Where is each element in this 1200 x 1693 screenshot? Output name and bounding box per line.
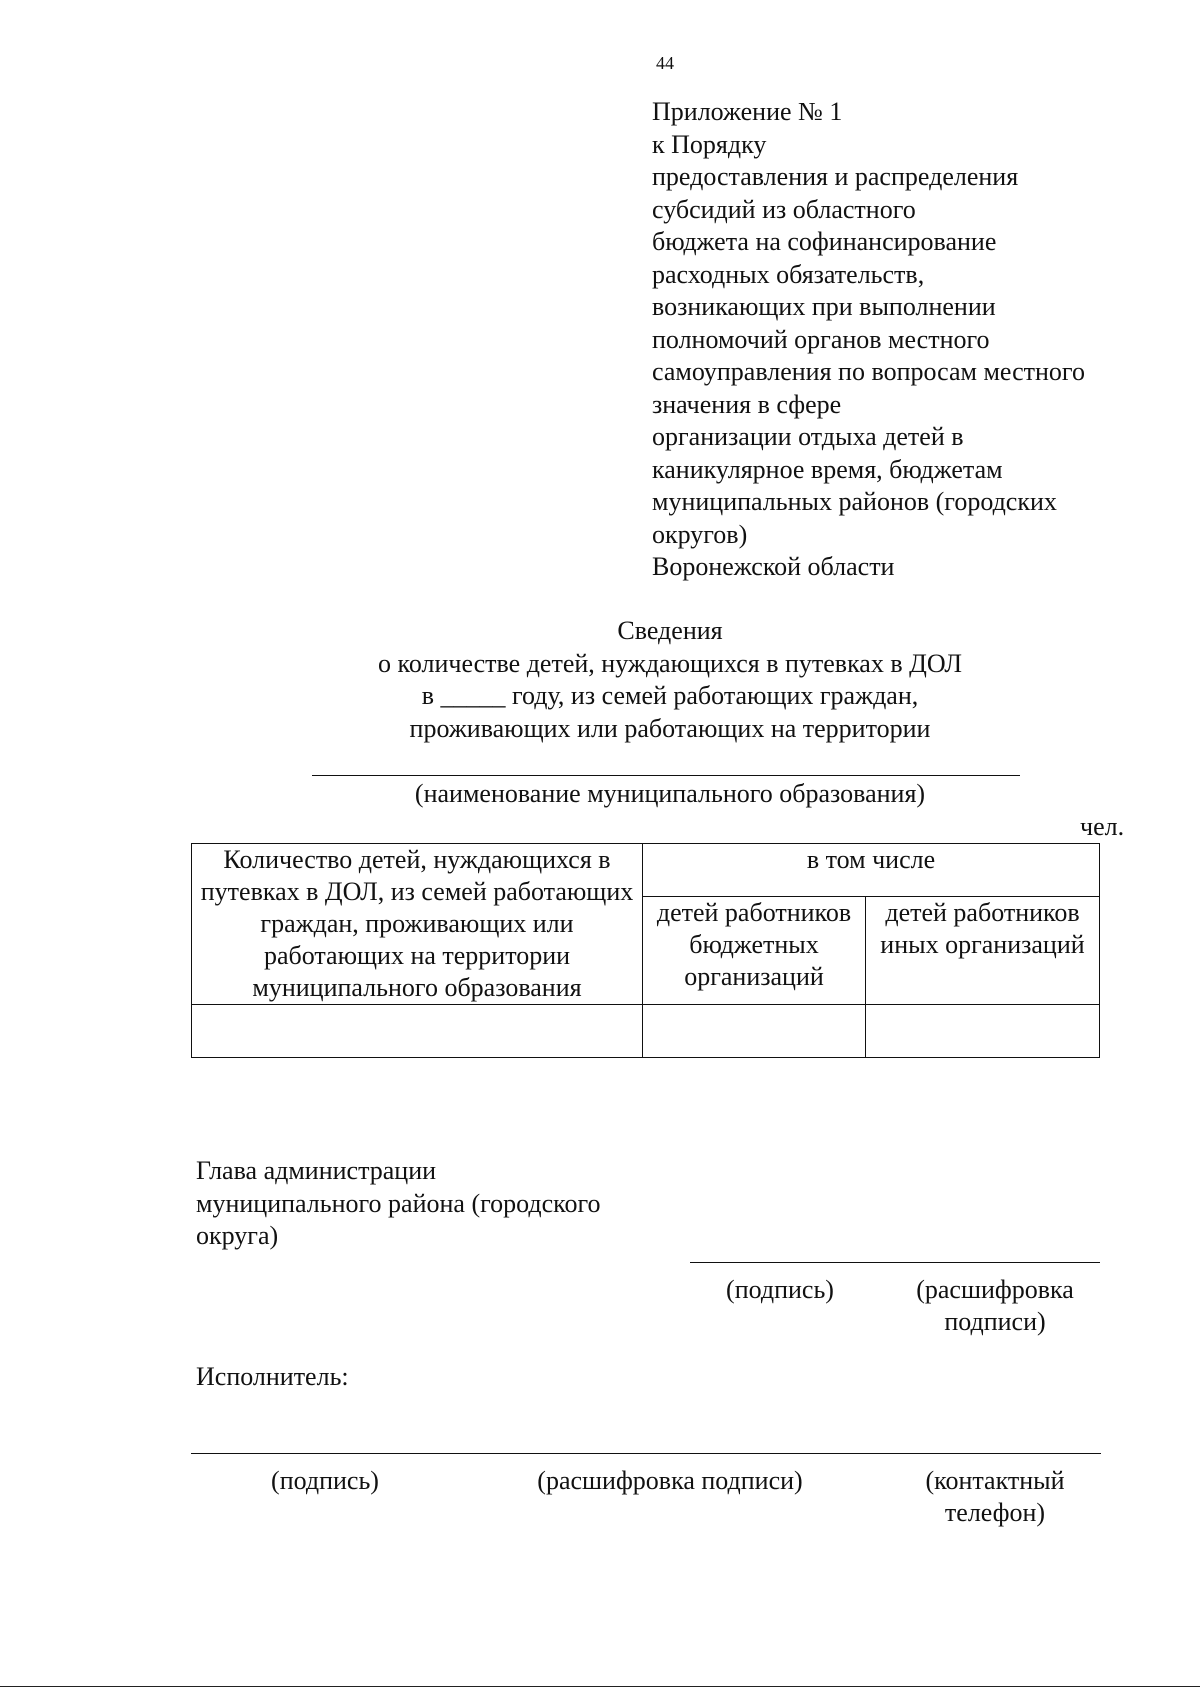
executor-signature-caption: (подпись) <box>271 1466 379 1495</box>
col-budget-org-header: детей работников бюджетных организаций <box>643 897 866 1005</box>
appendix-line: субсидий из областного <box>652 194 916 224</box>
appendix-line: организации отдыха детей в <box>652 422 964 451</box>
head-decoding-caption: (расшифровка подписи) <box>916 1275 1074 1336</box>
head-signature-line[interactable] <box>690 1262 1100 1263</box>
page-bottom-rule <box>0 1686 1200 1687</box>
title-line: в _____ году, из семей работающих граждан, <box>421 681 919 710</box>
appendix-line: расходных обязательств, <box>652 259 925 289</box>
page-number: 44 <box>656 53 674 73</box>
cell-other-org-children[interactable] <box>866 1005 1100 1058</box>
col-group-header: в том числе <box>643 844 1100 897</box>
appendix-line: округов) <box>652 519 748 549</box>
head-title-line: Глава администрации <box>196 1156 437 1185</box>
executor-signature-line[interactable] <box>191 1453 1101 1454</box>
appendix-line: предоставления и распределения <box>652 162 1019 191</box>
appendix-line: полномочий органов местного <box>652 324 990 354</box>
title-line: о количестве детей, нуждающихся в путевках в ДОЛ <box>378 648 962 678</box>
appendix-line: к Порядку <box>652 129 767 159</box>
document-title <box>300 615 1040 745</box>
appendix-line: возникающих при выполнении <box>652 292 996 321</box>
unit-label: чел. <box>1080 812 1125 841</box>
head-title-line: муниципального района (городского <box>196 1188 601 1218</box>
appendix-line: муниципальных районов (городских <box>652 487 1057 516</box>
executor-label: Исполнитель: <box>196 1362 349 1391</box>
head-signature-caption: (подпись) <box>726 1275 834 1304</box>
executor-decoding-caption: (расшифровка подписи) <box>537 1466 803 1495</box>
executor-phone-caption: (контактный телефон) <box>925 1466 1065 1527</box>
table-row <box>192 1005 1100 1058</box>
children-count-table <box>191 843 1100 1058</box>
appendix-line: каникулярное время, бюджетам <box>652 454 1003 484</box>
municipal-name-blank[interactable] <box>312 775 1020 776</box>
col-other-org-header: детей работников иных организаций <box>866 897 1100 1005</box>
appendix-line: значения в сфере <box>652 389 842 419</box>
cell-total-children[interactable] <box>192 1005 643 1058</box>
appendix-line: Воронежской области <box>652 552 895 581</box>
appendix-line: самоуправления по вопросам местного <box>652 357 1085 386</box>
cell-budget-org-children[interactable] <box>643 1005 866 1058</box>
appendix-line: бюджета на софинансирование <box>652 227 997 256</box>
head-administration-title <box>196 1155 601 1253</box>
appendix-header <box>652 96 1152 584</box>
appendix-line: Приложение № 1 <box>652 97 843 126</box>
table-header-row <box>192 844 1100 897</box>
col-total-children-header: Количество детей, нуждающихся в путевках в ДОЛ, из семей работающих граждан, проживающих или работающих на территории муниципального образования <box>192 844 643 1005</box>
head-title-line: округа) <box>196 1221 279 1250</box>
title-line: проживающих или работающих на территории <box>409 713 931 743</box>
title-line: Сведения <box>617 616 723 645</box>
municipal-caption: (наименование муниципального образования) <box>414 779 926 808</box>
